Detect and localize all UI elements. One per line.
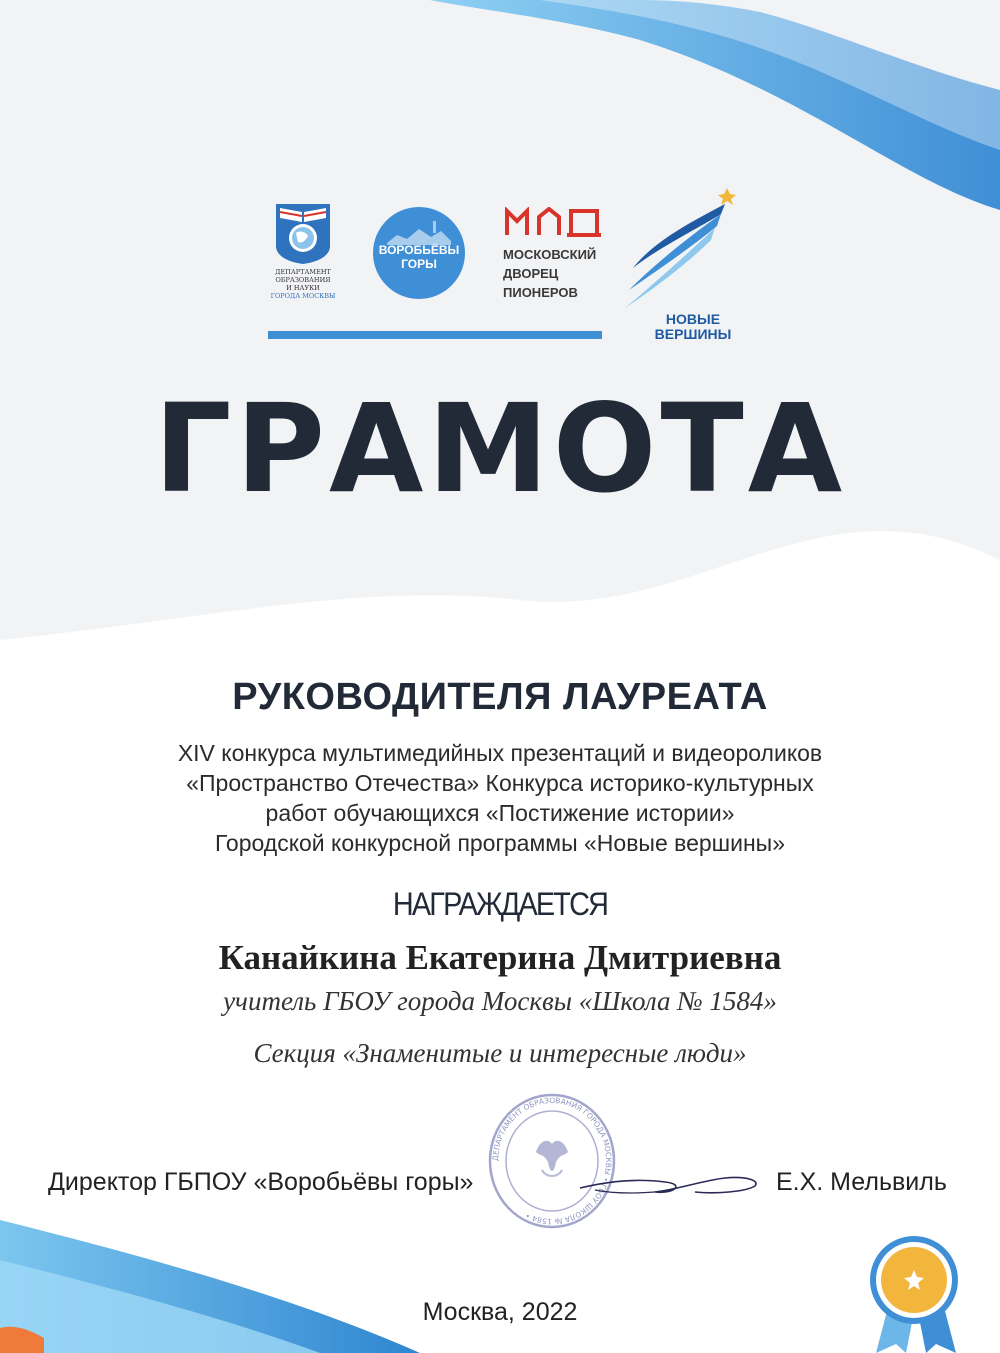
star-swoosh-icon <box>615 180 745 310</box>
description-line: работ обучающихся «Постижение истории» <box>265 800 735 826</box>
signatory-title: Директор ГБПОУ «Воробьёвы горы» <box>48 1168 474 1196</box>
mdp-line-3: ПИОНЕРОВ <box>503 285 578 300</box>
stamp-text: ДЕПАРТАМЕНТ ОБРАЗОВАНИЯ ГОРОДА МОСКВЫ • ГБОУ ШКОЛА № 1584 • <box>490 1095 614 1227</box>
certificate-subtitle: РУКОВОДИТЕЛЯ ЛАУРЕАТА <box>232 676 768 718</box>
place-year: Москва, 2022 <box>422 1298 578 1326</box>
award-label: НАГРАЖДАЕТСЯ <box>392 886 608 922</box>
dept-line-3: И НАУКИ <box>286 284 320 292</box>
handwritten-signature <box>575 1160 765 1210</box>
dept-education-logo <box>268 200 338 310</box>
globe-book-icon <box>268 200 338 266</box>
description-line: «Пространство Отечества» Конкурса историко-культурных <box>186 770 814 796</box>
nv-line-1: НОВЫЕ <box>665 311 721 327</box>
certificate-title: ГРАМОТА <box>153 378 847 520</box>
contest-description <box>100 738 900 858</box>
medal-icon <box>862 1232 970 1353</box>
vg-line-2: ГОРЫ <box>401 257 437 271</box>
novye-vershiny-logo <box>615 180 745 345</box>
mdp-logo <box>503 205 613 305</box>
description-line: Городской конкурсной программы «Новые вершины» <box>214 830 785 856</box>
description-line: XIV конкурса мультимедийных презентаций и видеороликов <box>177 740 823 766</box>
dept-line-4: ГОРОДА МОСКВЫ <box>270 292 336 300</box>
corner-decoration <box>0 1318 44 1353</box>
dept-line-2: ОБРАЗОВАНИЯ <box>275 276 331 284</box>
contest-section: Секция «Знаменитые и интересные люди» <box>253 1038 747 1068</box>
recipient-position: учитель ГБОУ города Москвы «Школа № 1584» <box>223 986 777 1016</box>
mdp-line-2: ДВОРЕЦ <box>503 266 559 281</box>
mdp-mark-icon <box>505 207 605 237</box>
signatory-name: Е.Х. Мельвиль <box>776 1168 947 1196</box>
vorobyovy-gory-logo <box>373 207 465 299</box>
hills-icon <box>387 221 451 245</box>
mdp-line-1: МОСКОВСКИЙ <box>503 247 597 262</box>
dept-line-1: ДЕПАРТАМЕНТ <box>275 268 331 276</box>
nv-line-2: ВЕРШИНЫ <box>654 326 732 342</box>
header-divider <box>268 331 602 339</box>
vg-line-1: ВОРОБЬЁВЫ <box>378 243 460 257</box>
recipient-name: Канайкина Екатерина Дмитриевна <box>218 938 782 977</box>
